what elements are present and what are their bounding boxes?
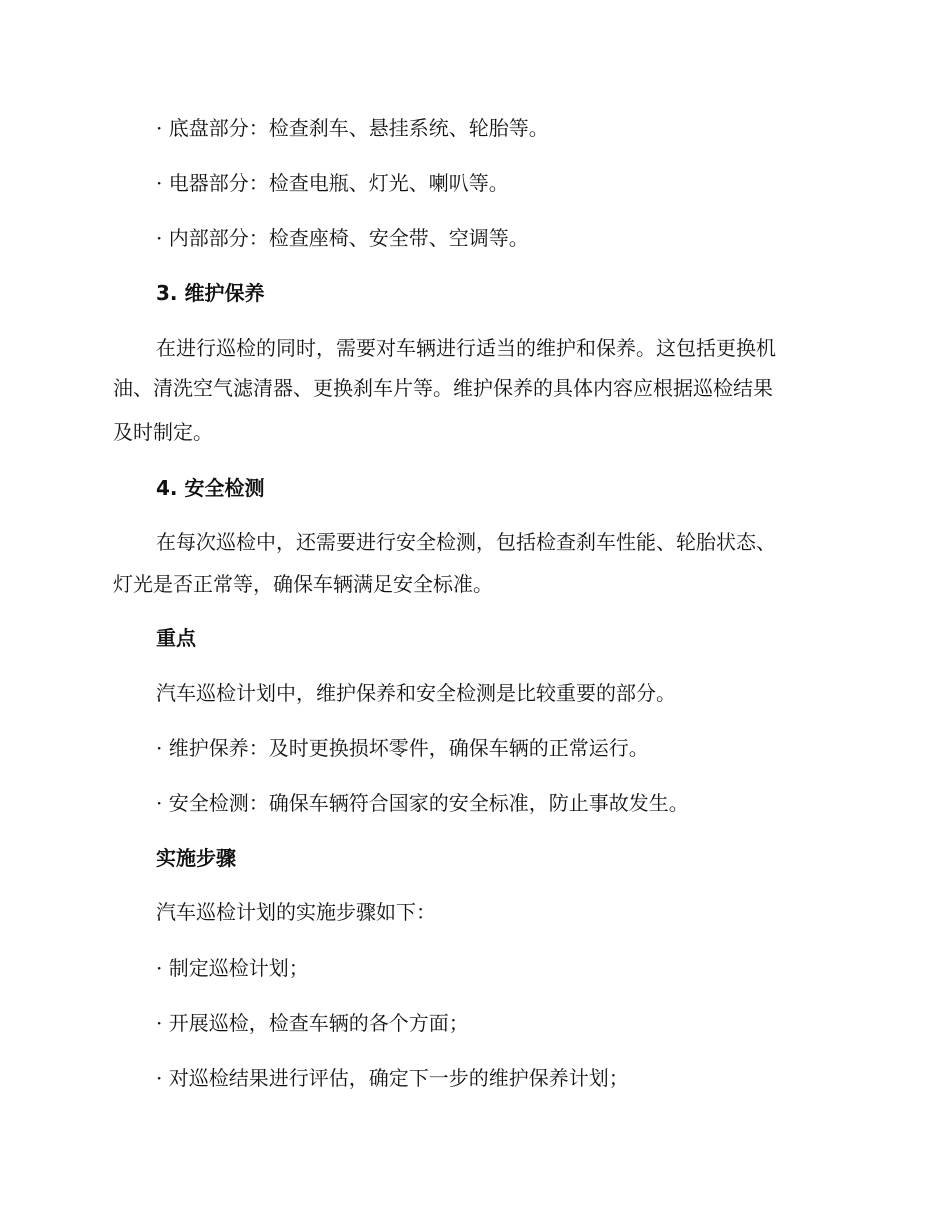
safety-paragraph-line-2: 灯光是否正常等，确保车辆满足安全标准。 — [113, 572, 493, 596]
section-heading-maintenance: 3. 维护保养 — [156, 281, 265, 305]
maintenance-paragraph-line-3: 及时制定。 — [113, 420, 213, 444]
step-item: · 开展巡检，检查车辆的各个方面； — [156, 1011, 469, 1035]
step-item: · 制定巡检计划； — [156, 956, 309, 980]
maintenance-paragraph-line-1: 在进行巡检的同时，需要对车辆进行适当的维护和保养。这包括更换机 — [156, 336, 776, 360]
maintenance-paragraph-line-2: 油、清洗空气滤清器、更换刹车片等。维护保养的具体内容应根据巡检结果 — [113, 376, 773, 400]
bullet-electrical: · 电器部分：检查电瓶、灯光、喇叭等。 — [156, 171, 509, 195]
key-points-intro: 汽车巡检计划中，维护保养和安全检测是比较重要的部分。 — [156, 681, 676, 705]
bullet-safety: · 安全检测：确保车辆符合国家的安全标准，防止事故发生。 — [156, 791, 689, 815]
steps-intro: 汽车巡检计划的实施步骤如下： — [156, 900, 436, 924]
bullet-maintenance: · 维护保养：及时更换损坏零件，确保车辆的正常运行。 — [156, 736, 649, 760]
section-heading-steps: 实施步骤 — [156, 846, 236, 870]
step-item: · 对巡检结果进行评估，确定下一步的维护保养计划； — [156, 1066, 629, 1090]
section-heading-key-points: 重点 — [156, 626, 196, 650]
section-heading-safety: 4. 安全检测 — [156, 476, 265, 500]
bullet-chassis: · 底盘部分：检查刹车、悬挂系统、轮胎等。 — [156, 116, 549, 140]
bullet-interior: · 内部部分：检查座椅、安全带、空调等。 — [156, 226, 529, 250]
safety-paragraph-line-1: 在每次巡检中，还需要进行安全检测，包括检查刹车性能、轮胎状态、 — [156, 530, 776, 554]
